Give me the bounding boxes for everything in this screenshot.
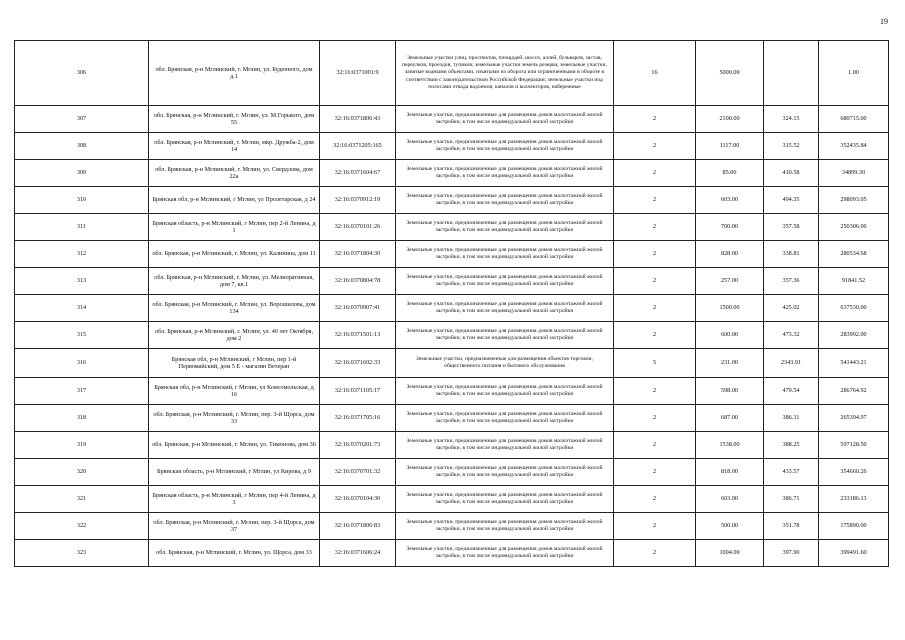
table-row <box>15 540 889 567</box>
address-cell: Брянская обл, р-н Мглинский, г Мглин, ул Пролетарская, д 24 <box>149 187 320 214</box>
group-cell: 2 <box>614 187 696 214</box>
address-cell: Брянская область, р-н Мглинский, г Мглин, пер 2-й Ленина, д 1 <box>149 214 320 241</box>
cadastral-number-cell: 32:16:0371001:9 <box>320 41 396 106</box>
table-row <box>15 241 889 268</box>
row-number-cell: 320 <box>15 459 149 486</box>
address-cell: обл. Брянская, р-н Мглинский, г. Мглин, ул. Калинина, дом 11 <box>149 241 320 268</box>
address-cell: обл. Брянская, р-н Мглинский, г. Мглин, пер. 3-й Щорса, дом 33 <box>149 405 320 432</box>
cadastral-value-cell: 34899.30 <box>819 160 889 187</box>
row-number-cell: 323 <box>15 540 149 567</box>
group-cell: 2 <box>614 133 696 160</box>
cadastral-number-cell: 32:16:0371806:83 <box>320 513 396 540</box>
area-cell: 500.00 <box>696 513 764 540</box>
cadastral-number-cell: 32:16:0370201:73 <box>320 432 396 459</box>
specific-value-cell: 2343.91 <box>764 349 819 378</box>
group-cell: 2 <box>614 160 696 187</box>
area-cell: 5000.00 <box>696 41 764 106</box>
table-body <box>15 41 889 567</box>
specific-value-cell: 357.36 <box>764 268 819 295</box>
group-cell: 2 <box>614 513 696 540</box>
land-use-cell: Земельные участки, предназначенные для размещения домов малоэтажной жилой застройки, в том числе индивидуальной жилой застройки <box>396 432 614 459</box>
group-cell: 2 <box>614 540 696 567</box>
area-cell: 1500.00 <box>696 295 764 322</box>
cadastral-value-cell: 637530.00 <box>819 295 889 322</box>
cadastral-value-cell: 233186.13 <box>819 486 889 513</box>
table-row <box>15 106 889 133</box>
area-cell: 2100.00 <box>696 106 764 133</box>
specific-value-cell: 324.15 <box>764 106 819 133</box>
address-cell: обл. Брянская, р-н Мглинский, г. Мглин, мкр. Дружба-2, дом 14 <box>149 133 320 160</box>
row-number-cell: 319 <box>15 432 149 459</box>
page-number: 19 <box>880 17 888 26</box>
table-row <box>15 268 889 295</box>
group-cell: 2 <box>614 405 696 432</box>
address-cell: обл. Брянская, р-н Мглинский, г. Мглин, пер. 3-й Щорса, дом 37 <box>149 513 320 540</box>
land-use-cell: Земельные участки, предназначенные для размещения домов малоэтажной жилой застройки, в том числе индивидуальной жилой застройки <box>396 214 614 241</box>
land-use-cell: Земельные участки, предназначенные для размещения домов малоэтажной жилой застройки, в том числе индивидуальной жилой застройки <box>396 459 614 486</box>
cadastral-number-cell: 32:16:0371602:33 <box>320 349 396 378</box>
cadastral-value-cell: 91841.52 <box>819 268 889 295</box>
cadastral-number-cell: 32:16:0370804:78 <box>320 268 396 295</box>
address-cell: обл. Брянская, р-н Мглинский, г. Мглин, ул. Мелиоративная, дом 7, кв.1 <box>149 268 320 295</box>
cadastral-value-cell: 250306.00 <box>819 214 889 241</box>
address-cell: обл. Брянская, р-н Мглинский, г. Мглин, ул. Щорса, дом 33 <box>149 540 320 567</box>
specific-value-cell: 433.57 <box>764 459 819 486</box>
group-cell: 2 <box>614 432 696 459</box>
row-number-cell: 313 <box>15 268 149 295</box>
cadastral-number-cell: 32:16:0370101:26 <box>320 214 396 241</box>
row-number-cell: 309 <box>15 160 149 187</box>
table-row <box>15 405 889 432</box>
land-use-cell: Земельные участки, предназначенные для размещения домов малоэтажной жилой застройки, в том числе индивидуальной жилой застройки <box>396 268 614 295</box>
cadastral-number-cell: 32:16:0371105:17 <box>320 378 396 405</box>
address-cell: обл. Брянская, р-н Мглинский, г. Мглин, ул. 40 лет Октября, дом 2 <box>149 322 320 349</box>
group-cell: 2 <box>614 486 696 513</box>
area-cell: 257.00 <box>696 268 764 295</box>
cadastral-value-cell: 1.00 <box>819 41 889 106</box>
area-cell: 598.00 <box>696 378 764 405</box>
table-row <box>15 459 889 486</box>
cadastral-number-cell: 32:16:0371501:13 <box>320 322 396 349</box>
area-cell: 231.00 <box>696 349 764 378</box>
table-row <box>15 486 889 513</box>
row-number-cell: 312 <box>15 241 149 268</box>
land-use-cell: Земельные участки, предназначенные для размещения домов малоэтажной жилой застройки, в том числе индивидуальной жилой застройки <box>396 160 614 187</box>
cadastral-value-cell: 286764.92 <box>819 378 889 405</box>
table-row <box>15 378 889 405</box>
row-number-cell: 322 <box>15 513 149 540</box>
table-row <box>15 133 889 160</box>
group-cell: 16 <box>614 41 696 106</box>
land-use-cell: Земельные участки, предназначенные для размещения домов малоэтажной жилой застройки, в том числе индивидуальной жилой застройки <box>396 540 614 567</box>
cadastral-value-cell: 541443.21 <box>819 349 889 378</box>
group-cell: 2 <box>614 268 696 295</box>
specific-value-cell: 397.90 <box>764 540 819 567</box>
row-number-cell: 318 <box>15 405 149 432</box>
cadastral-number-cell: 32:16:0370907:41 <box>320 295 396 322</box>
address-cell: обл. Брянская, р-н Мглинский, г. Мглин, ул. Тимонова, дом 36 <box>149 432 320 459</box>
group-cell: 2 <box>614 241 696 268</box>
land-use-cell: Земельные участки, предназначенные для размещения домов малоэтажной жилой застройки, в том числе индивидуальной жилой застройки <box>396 106 614 133</box>
specific-value-cell: 386.31 <box>764 405 819 432</box>
land-use-cell: Земельные участки, предназначенные для размещения домов малоэтажной жилой застройки, в том числе индивидуальной жилой застройки <box>396 405 614 432</box>
table-row <box>15 322 889 349</box>
cadastral-number-cell: 32:16:0370912:19 <box>320 187 396 214</box>
area-cell: 603.00 <box>696 486 764 513</box>
specific-value-cell: 410.58 <box>764 160 819 187</box>
cadastral-value-cell: 265394.97 <box>819 405 889 432</box>
group-cell: 2 <box>614 295 696 322</box>
group-cell: 2 <box>614 459 696 486</box>
area-cell: 85.00 <box>696 160 764 187</box>
table-row <box>15 432 889 459</box>
address-cell: обл. Брянская, р-н Мглинский, г. Мглин, ул. М.Горького, дом 55 <box>149 106 320 133</box>
cadastral-value-table <box>14 40 889 567</box>
land-use-cell: Земельные участки, предназначенные для размещения домов малоэтажной жилой застройки, в том числе индивидуальной жилой застройки <box>396 322 614 349</box>
area-cell: 700.00 <box>696 214 764 241</box>
cadastral-value-cell: 680715.00 <box>819 106 889 133</box>
cadastral-value-cell: 175890.00 <box>819 513 889 540</box>
specific-value-cell: 425.02 <box>764 295 819 322</box>
row-number-cell: 311 <box>15 214 149 241</box>
row-number-cell: 314 <box>15 295 149 322</box>
row-number-cell: 321 <box>15 486 149 513</box>
row-number-cell: 316 <box>15 349 149 378</box>
address-cell: обл. Брянская, р-н Мглинский, г. Мглин, ул. Буденного, дом д.1 <box>149 41 320 106</box>
specific-value-cell: 479.54 <box>764 378 819 405</box>
specific-value-cell: 473.32 <box>764 322 819 349</box>
group-cell: 5 <box>614 349 696 378</box>
cadastral-value-cell: 354660.26 <box>819 459 889 486</box>
specific-value-cell <box>764 41 819 106</box>
cadastral-number-cell: 32:16:0370701:32 <box>320 459 396 486</box>
row-number-cell: 306 <box>15 41 149 106</box>
area-cell: 603.00 <box>696 187 764 214</box>
address-cell: Брянская область, р-н Мглинский, г Мглин, пер 4-й Ленина, д 3 <box>149 486 320 513</box>
table-row <box>15 513 889 540</box>
specific-value-cell: 388.25 <box>764 432 819 459</box>
land-use-cell: Земельные участки, предназначенные для размещения домов малоэтажной жилой застройки, в том числе индивидуальной жилой застройки <box>396 133 614 160</box>
specific-value-cell: 338.81 <box>764 241 819 268</box>
land-use-cell: Земельные участки, предназначенные для размещения домов малоэтажной жилой застройки, в том числе индивидуальной жилой застройки <box>396 295 614 322</box>
cadastral-number-cell: 32:16:0371705:16 <box>320 405 396 432</box>
cadastral-number-cell: 32:16:0371604:67 <box>320 160 396 187</box>
cadastral-number-cell: 32:16:0371606:24 <box>320 540 396 567</box>
row-number-cell: 310 <box>15 187 149 214</box>
group-cell: 2 <box>614 106 696 133</box>
group-cell: 2 <box>614 214 696 241</box>
address-cell: Брянская обл, р-н Мглинский, г Мглин, ул Комсомольская, д 16 <box>149 378 320 405</box>
group-cell: 2 <box>614 322 696 349</box>
specific-value-cell: 315.52 <box>764 133 819 160</box>
specific-value-cell: 386.71 <box>764 486 819 513</box>
table-row <box>15 41 889 106</box>
address-cell: Брянская область, р-н Мглинский, г Мглин, ул Кирова, д 9 <box>149 459 320 486</box>
row-number-cell: 315 <box>15 322 149 349</box>
land-use-cell: Земельные участки, предназначенные для размещения домов малоэтажной жилой застройки, в том числе индивидуальной жилой застройки <box>396 187 614 214</box>
cadastral-value-cell: 298093.05 <box>819 187 889 214</box>
area-cell: 818.00 <box>696 459 764 486</box>
area-cell: 828.00 <box>696 241 764 268</box>
group-cell: 2 <box>614 378 696 405</box>
table-row <box>15 214 889 241</box>
cadastral-value-cell: 283992.00 <box>819 322 889 349</box>
area-cell: 1117.00 <box>696 133 764 160</box>
land-use-cell: Земельные участки, предназначенные для размещения домов малоэтажной жилой застройки, в том числе индивидуальной жилой застройки <box>396 486 614 513</box>
row-number-cell: 317 <box>15 378 149 405</box>
land-use-cell: Земельные участки улиц, проспектов, площадей, шоссе, аллей, бульваров, застав, переулков, проездов, тупиков; земельные участки земель резерва; земельные участки, занятые водными объектами, изъятыми из оборота или ограниченными в обороте в соответствии с законодательством Российской Федерации; земельные участки под полосами отвода водоемов, каналов и коллекторов, набережные <box>396 41 614 106</box>
row-number-cell: 307 <box>15 106 149 133</box>
specific-value-cell: 357.58 <box>764 214 819 241</box>
address-cell: обл. Брянская, р-н Мглинский, г. Мглин, ул. Свердлова, дом 22а <box>149 160 320 187</box>
cadastral-value-cell: 352435.84 <box>819 133 889 160</box>
land-use-cell: Земельные участки, предназначенные для размещения домов малоэтажной жилой застройки, в том числе индивидуальной жилой застройки <box>396 241 614 268</box>
specific-value-cell: 494.35 <box>764 187 819 214</box>
area-cell: 1004.00 <box>696 540 764 567</box>
address-cell: обл. Брянская, р-н Мглинский, г. Мглин, ул. Ворошилова, дом 134 <box>149 295 320 322</box>
table-row <box>15 187 889 214</box>
cadastral-number-cell: 32:16:0370104:30 <box>320 486 396 513</box>
table-row <box>15 349 889 378</box>
cadastral-value-cell: 280534.68 <box>819 241 889 268</box>
area-cell: 600.00 <box>696 322 764 349</box>
cadastral-value-cell: 597128.50 <box>819 432 889 459</box>
cadastral-number-cell: 32:16:0371804:30 <box>320 241 396 268</box>
land-use-cell: Земельные участки, предназначенные для размещения домов малоэтажной жилой застройки, в том числе индивидуальной жилой застройки <box>396 378 614 405</box>
cadastral-value-cell: 399491.60 <box>819 540 889 567</box>
cadastral-number-cell: 32:16:0371205:165 <box>320 133 396 160</box>
land-use-cell: Земельные участки, предназначенные для размещения домов малоэтажной жилой застройки, в том числе индивидуальной жилой застройки <box>396 513 614 540</box>
table-row <box>15 295 889 322</box>
address-cell: Брянская обл, р-н Мглинский, г Мглин, пер 1-й Первомайский, дом 5 Е - магазин Ветеран <box>149 349 320 378</box>
row-number-cell: 308 <box>15 133 149 160</box>
specific-value-cell: 351.78 <box>764 513 819 540</box>
area-cell: 1538.00 <box>696 432 764 459</box>
cadastral-number-cell: 32:16:0371806:43 <box>320 106 396 133</box>
area-cell: 687.00 <box>696 405 764 432</box>
land-use-cell: Земельные участки, предназначенные для размещения объектов торговли, общественного питания и бытового обслуживания <box>396 349 614 378</box>
table-row <box>15 160 889 187</box>
